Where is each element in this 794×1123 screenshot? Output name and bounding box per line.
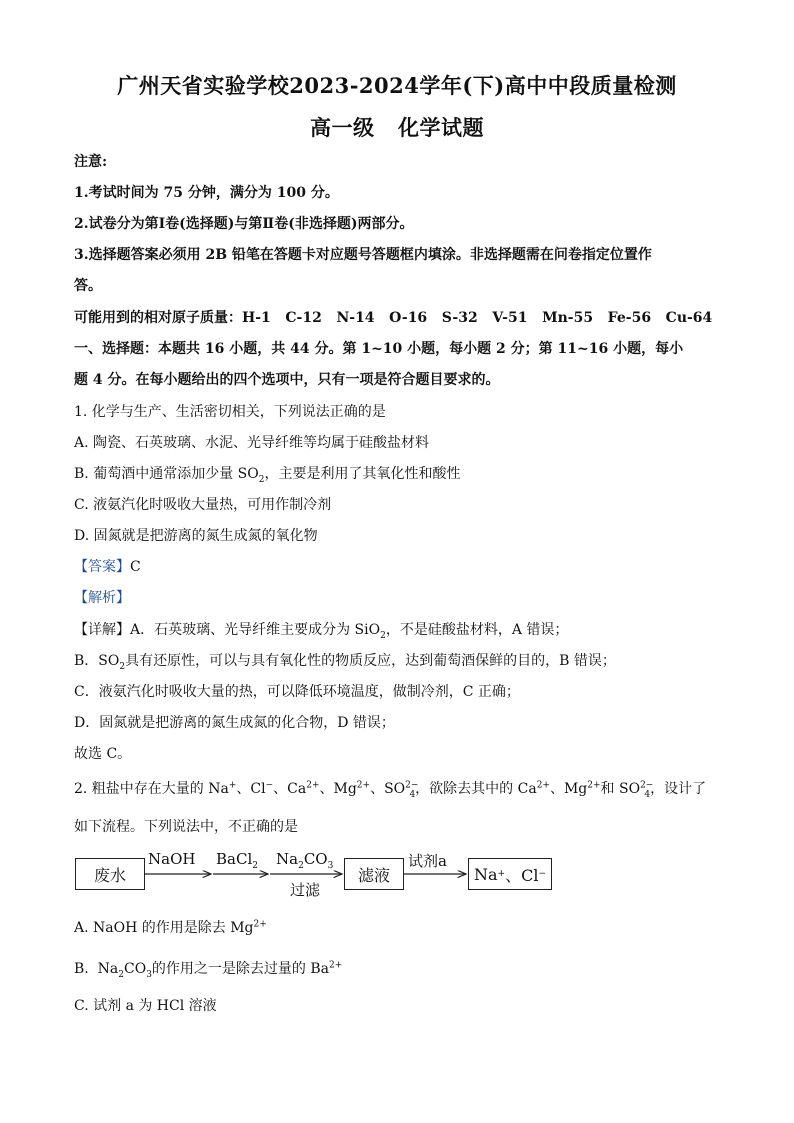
flow-reagent-a: 试剂a	[408, 852, 447, 870]
exam-subtitle: 高一级 化学试题	[310, 115, 484, 140]
notice-item-3: 3.选择题答案必须用 2B 铅笔在答题卡对应题号答题框内填涂。非选择题需在问卷指定位置作	[74, 247, 652, 263]
section-intro-line1: 一、选择题：本题共 16 小题，共 44 分。第 1~10 小题，每小题 2 分；第 11~16 小题，每小	[74, 341, 684, 357]
flow-box-wastewater: 废水	[75, 858, 145, 890]
detail-tag: 【详解】	[74, 622, 130, 638]
q2-stem: 2. 粗盐中存在大量的 Na+、Cl−、$Ca^{2+}$、$Mg^{2+}$、$SO^{2-}_4$，欲除去其中的 $Ca^{2+}$、$Mg^{2+}$和 $SO^{2-}_4$，设计了	[74, 780, 707, 800]
answer-tag: 【答案】	[74, 559, 130, 575]
notice-item-2: 2.试卷分为第Ⅰ卷(选择题)与第Ⅱ卷(非选择题)两部分。	[74, 216, 414, 232]
q2-option-c: C. 试剂 a 为 HCl 溶液	[74, 998, 217, 1014]
flow-operation-filter: 过滤	[290, 881, 321, 899]
q1-option-b: B. 葡萄酒中通常添加少量 $SO_2$，主要是利用了其氧化性和酸性	[74, 466, 461, 485]
notice-heading: 注意:	[74, 154, 108, 170]
notice-item-1: 1.考试时间为 75 分钟，满分为 100 分。	[74, 185, 339, 201]
exam-title: 广州天省实验学校2023-2024学年(下)高中中段质量检测	[117, 73, 677, 98]
q1-detail-a: 【详解】A．石英玻璃、光导纤维主要成分为 SiO$_2$，不是硅酸盐材料，A 错误；	[74, 622, 569, 641]
notice-item-3-cont: 答。	[74, 278, 102, 294]
q2-option-a: A. NaOH 的作用是除去 $Mg^{2+}$	[74, 919, 267, 936]
flow-box-filtrate: 滤液	[344, 858, 404, 890]
flow-reagent-naoh: NaOH	[148, 850, 196, 868]
q1-answer: 【答案】C	[74, 559, 141, 575]
atomic-masses: 可能用到的相对原子质量：H-1 C-12 N-14 O-16 S-32 V-51 Mn-55 Fe-56 Cu-64	[74, 310, 713, 326]
q1-detail-d: D．固氮就是把游离的氮生成氮的化合物，D 错误；	[74, 715, 395, 731]
q1-analysis-tag: 【解析】	[74, 590, 130, 606]
q1-option-c: C. 液氨汽化时吸收大量热，可用作制冷剂	[74, 497, 332, 513]
q1-detail-b: B．$SO_2$具有还原性，可以与具有氧化性的物质反应，达到葡萄酒保鲜的目的，B 错误；	[74, 653, 616, 672]
flow-box-ions: Na + 、Cl −	[468, 858, 552, 890]
q1-stem: 1. 化学与生产、生活密切相关，下列说法正确的是	[74, 404, 386, 420]
flow-reagent-bacl2: BaCl$_2$	[216, 850, 258, 871]
section-intro-line2: 题 4 分。在每小题给出的四个选项中，只有一项是符合题目要求的。	[74, 372, 500, 388]
q1-option-d: D. 固氮就是把游离的氮生成氮的氧化物	[74, 528, 318, 544]
q2-stem-line2: 如下流程。下列说法中，不正确的是	[74, 819, 298, 835]
q1-detail-c: C．液氨汽化时吸收大量的热，可以降低环境温度，做制冷剂，C 正确；	[74, 684, 520, 700]
q1-option-a: A. 陶瓷、石英玻璃、水泥、光导纤维等均属于硅酸盐材料	[74, 435, 430, 451]
flow-reagent-na2co3: $Na_2CO_3$	[276, 850, 334, 871]
q1-conclusion: 故选 C。	[74, 746, 132, 762]
q2-option-b: B. $Na_2CO_3$的作用之一是除去过量的 $Ba^{2+}$	[74, 960, 343, 980]
